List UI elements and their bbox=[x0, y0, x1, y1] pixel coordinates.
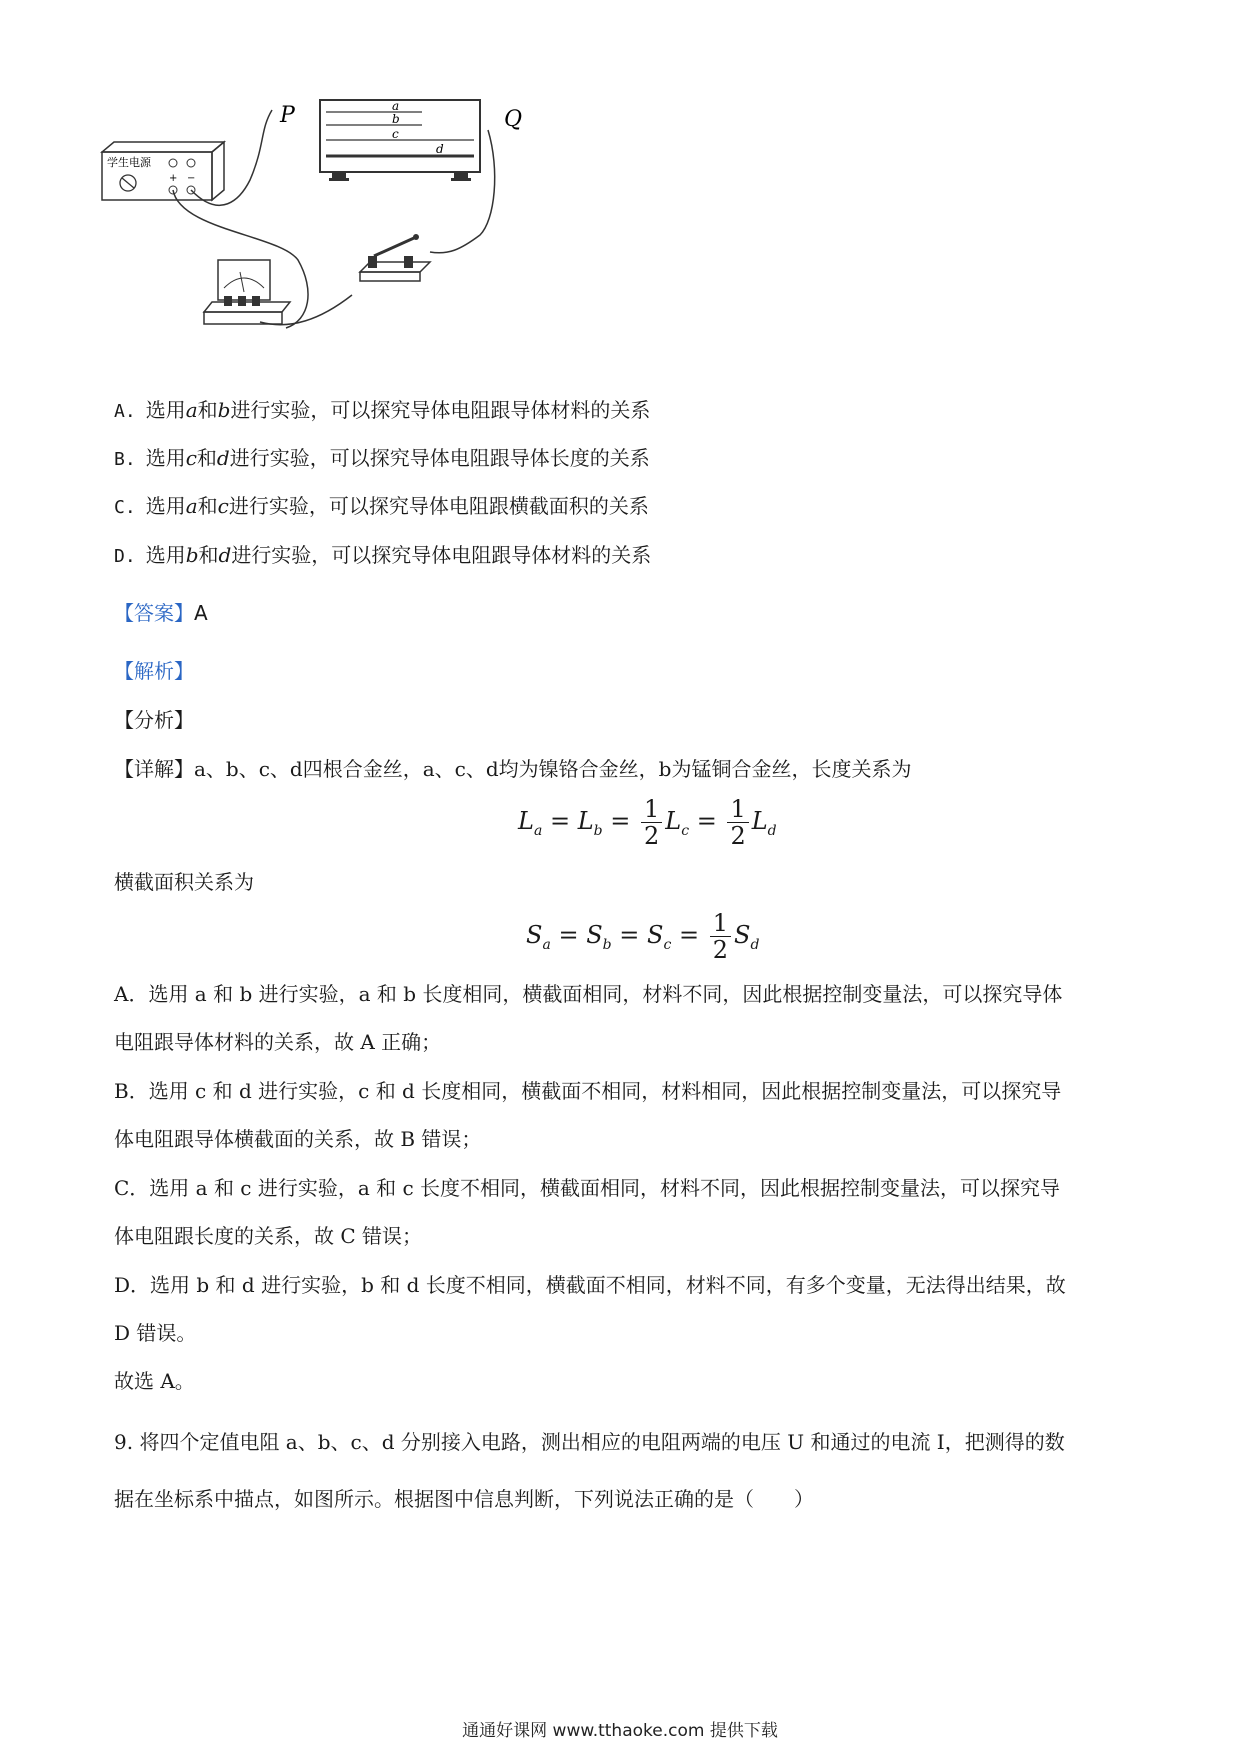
option-letter: B. bbox=[114, 449, 136, 470]
analysis-tag: 【解析】 bbox=[114, 659, 194, 683]
option-letter: D. bbox=[114, 546, 136, 567]
explanation-d-line2: D 错误。 bbox=[114, 1321, 197, 1345]
p-label: P bbox=[280, 103, 295, 128]
wire-a-label: a bbox=[392, 99, 400, 113]
length-equation: $L_a = L_b$ = $\frac{1}{2}$ $L_c$ = $\frac{1}{2}$ $L_d$ bbox=[518, 795, 777, 850]
explanation-a-line2: 电阻跟导体材料的关系，故 A 正确； bbox=[114, 1030, 442, 1054]
option-letter: C. bbox=[114, 497, 136, 518]
answer-line bbox=[114, 599, 208, 627]
wire-c-label: c bbox=[392, 127, 399, 141]
conclusion: 故选 A。 bbox=[114, 1369, 195, 1393]
footer-suffix: 提供下载 bbox=[709, 1721, 778, 1741]
wire-b-label: b bbox=[392, 112, 400, 126]
fenxi-tag: 【分析】 bbox=[114, 708, 194, 732]
page-footer bbox=[0, 1716, 1240, 1741]
explanation-d-line1: D．选用 b 和 d 进行实验，b 和 d 长度不相同，横截面不相同，材料不同，有多个变量，无法得出结果，故 bbox=[114, 1273, 1066, 1297]
wire-d-label: d bbox=[436, 142, 444, 156]
area-intro: 横截面积关系为 bbox=[114, 870, 254, 894]
detail-tag: 【详解】 bbox=[114, 757, 194, 781]
answer-value: A bbox=[194, 601, 208, 625]
wire-board bbox=[320, 100, 480, 172]
explanation-c-line1: C．选用 a 和 c 进行实验，a 和 c 长度不相同，横截面相同，材料不同，因此根据控制变量法，可以探究导 bbox=[114, 1176, 1061, 1200]
explanation-a-line1: A．选用 a 和 b 进行实验，a 和 b 长度相同，横截面相同，材料不同，因此根据控制变量法，可以探究导体 bbox=[114, 982, 1063, 1006]
answer-tag: 【答案】 bbox=[114, 601, 194, 625]
svg-text:+: + bbox=[169, 173, 178, 184]
power-supply-label: 学生电源 bbox=[107, 156, 151, 169]
question-9-line1: 9. 将四个定值电阻 a、b、c、d 分别接入电路，测出相应的电阻两端的电压 U 和通过的电流 I，把测得的数 bbox=[114, 1430, 1065, 1454]
switch bbox=[360, 234, 430, 281]
explanation-b-line2: 体电阻跟导体横截面的关系，故 B 错误； bbox=[114, 1127, 482, 1151]
option-a: A. 选用a和b进行实验，可以探究导体电阻跟导体材料的关系 bbox=[114, 398, 651, 422]
area-equation: $S_a = S_b = S_c$ = $\frac{1}{2}$ $S_d$ bbox=[526, 909, 760, 964]
svg-text:−: − bbox=[187, 173, 196, 184]
q-label: Q bbox=[504, 107, 523, 132]
detail-text: a、b、c、d四根合金丝，a、c、d均为镍铬合金丝，b为锰铜合金丝，长度关系为 bbox=[194, 757, 912, 781]
option-letter: A. bbox=[114, 401, 136, 422]
option-d: D. 选用b和d进行实验，可以探究导体电阻跟导体材料的关系 bbox=[114, 543, 652, 567]
option-c: C. 选用a和c进行实验，可以探究导体电阻跟横截面积的关系 bbox=[114, 494, 649, 518]
option-b: B. 选用c和d进行实验，可以探究导体电阻跟导体长度的关系 bbox=[114, 446, 650, 470]
ammeter bbox=[204, 260, 290, 324]
footer-site: 通通好课网 bbox=[462, 1721, 548, 1741]
footer-url[interactable]: www.tthaoke.com bbox=[552, 1721, 705, 1741]
explanation-b-line1: B．选用 c 和 d 进行实验，c 和 d 长度相同，横截面不相同，材料相同，因此根据控制变量法，可以探究导 bbox=[114, 1079, 1062, 1103]
apparatus-figure bbox=[100, 90, 560, 390]
detail-line bbox=[114, 755, 911, 783]
explanation-c-line2: 体电阻跟长度的关系，故 C 错误； bbox=[114, 1224, 423, 1248]
question-9-line2: 据在坐标系中描点，如图所示。根据图中信息判断，下列说法正确的是（ ） bbox=[114, 1487, 814, 1511]
power-supply bbox=[102, 142, 224, 200]
